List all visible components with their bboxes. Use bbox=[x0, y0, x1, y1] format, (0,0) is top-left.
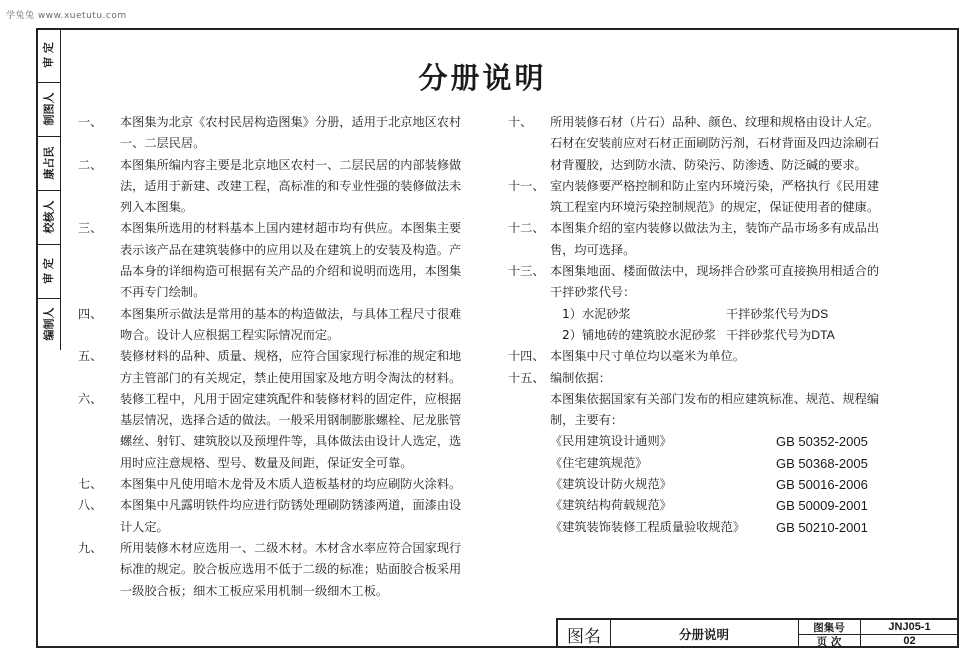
note-item: 八、 本图集中凡露明铁件均应进行防锈处理刷防锈漆两道，面漆由设 计人定。 bbox=[78, 498, 462, 534]
note-item: 一、 本图集为北京《农村民居构造图集》分册，适用于北京地区农村 一、二层民居。 bbox=[78, 115, 462, 151]
atlas-no-label: 图集号 bbox=[813, 621, 845, 634]
title-block-label: 图名 bbox=[567, 626, 601, 647]
note-item: 五、 装修材料的品种、质量、规格，应符合国家现行标准的规定和地 方主管部门的有关规定，禁止使用国家及地方明令淘汰的材料。 bbox=[78, 349, 462, 385]
sidebar-cell: 审 定 bbox=[42, 42, 55, 68]
sidebar-cell: 校核人 bbox=[42, 200, 55, 234]
right-column bbox=[508, 112, 920, 538]
standard-row: 《建筑设计防火规范》 GB 50016-2006 bbox=[550, 477, 868, 493]
sidebar-cell: 审 定 bbox=[42, 258, 55, 284]
note-item: 本图集依据国家有关部门发布的相应建筑标准、规范、规程编 制，主要有： bbox=[550, 391, 880, 428]
mortar-code-row: 1）水泥砂浆 干拌砂浆代号为DS bbox=[562, 306, 829, 321]
sidebar-cell: 康占民 bbox=[42, 146, 55, 180]
note-item: 十五、 编制依据： bbox=[508, 370, 611, 385]
standard-row: 《住宅建筑规范》 GB 50368-2005 bbox=[550, 455, 868, 471]
sidebar-cell: 制图人 bbox=[42, 92, 55, 126]
note-item: 十、 所用装修石材（片石）品种、颜色、纹理和规格由设计人定。 石材在安装前应对石材正面刷防污剂，石材背面及四边涂刷石 材背覆胶，达到防水渍、防染污、防渗透、防泛碱的要求。 bbox=[508, 115, 880, 172]
note-item: 十四、 本图集中尺寸单位均以毫米为单位。 bbox=[508, 349, 745, 364]
note-item: 二、 本图集所编内容主要是北京地区农村一、二层民居的内部装修做 法，适用于新建、改建工程，高标准的和专业性强的装修做法未 列入本图集。 bbox=[78, 157, 462, 215]
page-title: 分册说明 bbox=[418, 61, 547, 95]
note-item: 四、 本图集所示做法是常用的基本的构造做法，与具体工程尺寸很难 吻合。设计人应根据工程实际情况而定。 bbox=[78, 306, 462, 342]
watermark: 学兔兔 www.xuetutu.com bbox=[6, 11, 127, 21]
atlas-no: JNJ05-1 bbox=[888, 621, 931, 633]
note-item: 七、 本图集中凡使用暗木龙骨及木质人造板基材的均应刷防火涂料。 bbox=[78, 477, 462, 492]
note-item: 十二、 本图集介绍的室内装修以做法为主，装饰产品市场多有成品出 售，均可选择。 bbox=[508, 221, 880, 257]
mortar-code-list bbox=[508, 304, 920, 347]
sidebar-cell: 编制人 bbox=[42, 307, 55, 341]
left-column bbox=[78, 112, 494, 602]
page-label: 页 次 bbox=[816, 635, 842, 648]
page-number: 02 bbox=[903, 635, 916, 647]
standards-list bbox=[508, 431, 920, 537]
drawing-name: 分册说明 bbox=[678, 627, 729, 642]
mortar-code-row: 2）铺地砖的建筑胶水泥砂浆 干拌砂浆代号为DTA bbox=[562, 327, 835, 342]
note-item: 十三、 本图集地面、楼面做法中，现场拌合砂浆可直接换用相适合的 干拌砂浆代号： bbox=[508, 264, 880, 300]
standard-row: 《建筑结构荷载规范》 GB 50009-2001 bbox=[550, 498, 868, 514]
standard-row: 《民用建筑设计通则》 GB 50352-2005 bbox=[550, 434, 868, 450]
title-block bbox=[556, 618, 959, 648]
note-item: 六、 装修工程中，凡用于固定建筑配件和装修材料的固定件，应根据 基层情况，选择合适的做法。一般采用钢制膨胀螺栓、尼龙胀管 螺丝、射钉、建筑胶以及预埋件等，具体做法由设计人选定，选 用时应注意规格、型号、数量及间距，保证安全可靠。 bbox=[78, 391, 462, 470]
note-item: 三、 本图集所选用的材料基本上国内建材超市均有供应。本图集主要 表示该产品在建筑装修中的应用以及在建筑上的安装及构造。产 品本身的详细构造可根据有关产品的介绍和说明而选用，本图集 不再专门绘制。 bbox=[78, 221, 462, 300]
standard-row: 《建筑装饰装修工程质量验收规范》 GB 50210-2001 bbox=[550, 519, 868, 535]
note-item: 九、 所用装修木材应选用一、二级木材。木材含水率应符合国家现行 标准的规定。胶合板应选用不低于二级的标准；贴面胶合板采用 一级胶合板；细木工板应采用机制一级细木工板。 bbox=[78, 540, 462, 598]
note-item: 十一、 室内装修要严格控制和防止室内环境污染，严格执行《民用建 筑工程室内环境污染控制规范》的规定，保证使用者的健康。 bbox=[508, 178, 880, 215]
